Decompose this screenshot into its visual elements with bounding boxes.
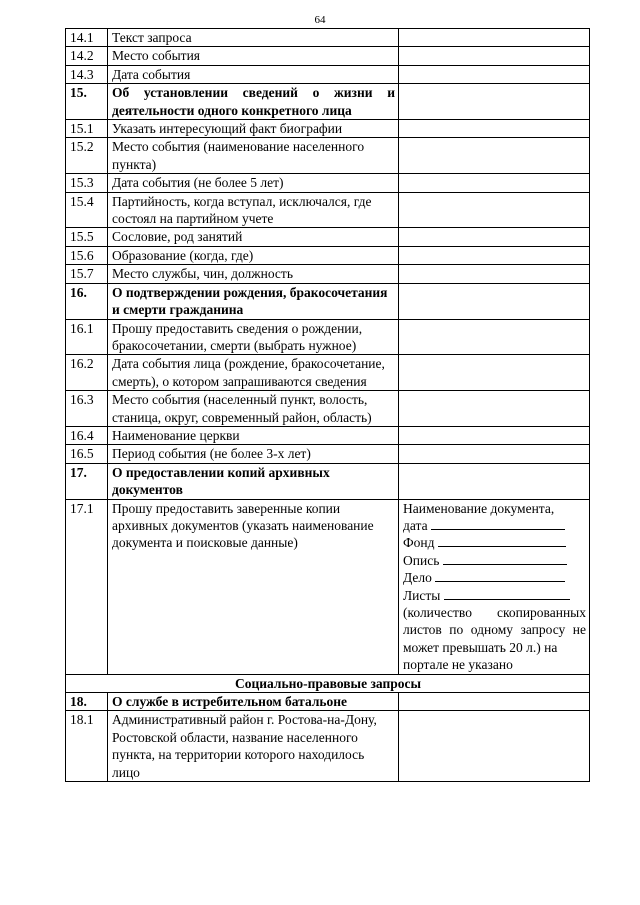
row-number: 16.4 xyxy=(66,426,108,444)
section-heading-text: Об установлении сведений о жизни и деятельности одного конкретного лица xyxy=(108,84,399,120)
answer-cell[interactable] xyxy=(399,391,590,427)
row-text: Дата события лица (рождение, бракосочетание, смерть), о котором запрашиваются сведения xyxy=(108,355,399,391)
table-row xyxy=(66,65,590,83)
table-row xyxy=(66,711,590,782)
table-row xyxy=(66,426,590,444)
row-number: 15.4 xyxy=(66,192,108,228)
date-blank-line[interactable] xyxy=(431,517,565,530)
row-text: Дата события (не более 5 лет) xyxy=(108,174,399,192)
table-row xyxy=(66,47,590,65)
fond-label: Фонд xyxy=(403,535,435,551)
row-text: Наименование церкви xyxy=(108,426,399,444)
row-text: Дата события xyxy=(108,65,399,83)
row-number: 15.3 xyxy=(66,174,108,192)
table-row xyxy=(66,29,590,47)
answer-cell[interactable] xyxy=(399,355,590,391)
fond-blank-line[interactable] xyxy=(438,534,566,547)
section-heading-row xyxy=(66,674,590,692)
answer-cell xyxy=(399,283,590,319)
document-name-label: Наименование документа, xyxy=(403,500,555,516)
row-text: Место события (наименование населенного пункта) xyxy=(108,138,399,174)
row-text: Место службы, чин, должность xyxy=(108,265,399,283)
row-number: 15.5 xyxy=(66,228,108,246)
row-text: Прошу предоставить заверенные копии архивных документов (указать наименование документа и поисковые данные) xyxy=(108,499,399,674)
row-text: Текст запроса xyxy=(108,29,399,47)
section-heading-text: О подтверждении рождения, бракосочетания и смерти гражданина xyxy=(108,283,399,319)
row-number: 15.6 xyxy=(66,246,108,264)
table-row xyxy=(66,445,590,463)
answer-cell[interactable] xyxy=(399,29,590,47)
table-row-heading xyxy=(66,84,590,120)
answer-cell xyxy=(399,84,590,120)
copy-limit-note-end: портале не указано xyxy=(403,657,513,673)
opis-blank-line[interactable] xyxy=(443,552,567,565)
row-number: 15.7 xyxy=(66,265,108,283)
opis-field[interactable] xyxy=(403,552,586,569)
answer-cell[interactable] xyxy=(399,246,590,264)
row-text: Административный район г. Ростова-на-Дону, Ростовской области, название населенного пункта, на территории которого находилось лицо xyxy=(108,711,399,782)
table-row xyxy=(66,499,590,674)
table-row xyxy=(66,265,590,283)
delo-blank-line[interactable] xyxy=(435,569,565,582)
table-row-heading xyxy=(66,693,590,711)
table-row xyxy=(66,228,590,246)
row-text: Партийность, когда вступал, исключался, где состоял на партийном учете xyxy=(108,192,399,228)
table-row xyxy=(66,174,590,192)
delo-label: Дело xyxy=(403,570,432,586)
row-text: Прошу предоставить сведения о рождении, бракосочетании, смерти (выбрать нужное) xyxy=(108,319,399,355)
row-text: Период события (не более 3-х лет) xyxy=(108,445,399,463)
answer-cell[interactable] xyxy=(399,228,590,246)
answer-cell[interactable] xyxy=(399,445,590,463)
row-text: Указать интересующий факт биографии xyxy=(108,120,399,138)
social-legal-requests-heading: Социально-правовые запросы xyxy=(66,674,590,692)
fond-field[interactable] xyxy=(403,534,586,551)
section-heading-text: О предоставлении копий архивных документов xyxy=(108,463,399,499)
opis-label: Опись xyxy=(403,552,440,568)
listy-label: Листы xyxy=(403,587,441,603)
row-text: Сословие, род занятий xyxy=(108,228,399,246)
table-row xyxy=(66,120,590,138)
date-label: дата xyxy=(403,517,428,533)
row-number: 15.1 xyxy=(66,120,108,138)
row-number: 14.2 xyxy=(66,47,108,65)
answer-cell[interactable] xyxy=(399,47,590,65)
section-number: 15. xyxy=(66,84,108,120)
section-number: 17. xyxy=(66,463,108,499)
listy-blank-line[interactable] xyxy=(444,587,570,600)
request-form-table xyxy=(65,28,590,782)
row-text: Место события (населенный пункт, волость, станица, округ, современный район, область) xyxy=(108,391,399,427)
answer-cell[interactable] xyxy=(399,711,590,782)
answer-cell[interactable] xyxy=(399,120,590,138)
table-row xyxy=(66,319,590,355)
row-text: Образование (когда, где) xyxy=(108,246,399,264)
table-row-heading xyxy=(66,463,590,499)
section-number: 18. xyxy=(66,693,108,711)
table-row xyxy=(66,246,590,264)
table-row xyxy=(66,391,590,427)
row-number: 14.3 xyxy=(66,65,108,83)
section-heading-text: О службе в истребительном батальоне xyxy=(108,693,399,711)
row-number: 16.1 xyxy=(66,319,108,355)
answer-cell[interactable] xyxy=(399,192,590,228)
document-fields-cell xyxy=(399,499,590,674)
answer-cell[interactable] xyxy=(399,426,590,444)
row-number: 16.2 xyxy=(66,355,108,391)
answer-cell[interactable] xyxy=(399,65,590,83)
row-number: 17.1 xyxy=(66,499,108,674)
page-number: 64 xyxy=(314,14,326,26)
delo-field[interactable] xyxy=(403,569,586,586)
row-number: 14.1 xyxy=(66,29,108,47)
table-row xyxy=(66,192,590,228)
table-row-heading xyxy=(66,283,590,319)
row-number: 16.3 xyxy=(66,391,108,427)
answer-cell xyxy=(399,693,590,711)
row-number: 18.1 xyxy=(66,711,108,782)
answer-cell[interactable] xyxy=(399,265,590,283)
answer-cell[interactable] xyxy=(399,319,590,355)
copy-limit-note: (количество скопированных листов по одному запросу не может превышать 20 л.) на xyxy=(403,605,586,655)
section-number: 16. xyxy=(66,283,108,319)
table-row xyxy=(66,355,590,391)
date-field[interactable] xyxy=(403,517,586,534)
row-number: 15.2 xyxy=(66,138,108,174)
answer-cell[interactable] xyxy=(399,174,590,192)
table-row xyxy=(66,138,590,174)
row-number: 16.5 xyxy=(66,445,108,463)
answer-cell[interactable] xyxy=(399,138,590,174)
row-text: Место события xyxy=(108,47,399,65)
answer-cell xyxy=(399,463,590,499)
listy-field[interactable] xyxy=(403,587,586,604)
